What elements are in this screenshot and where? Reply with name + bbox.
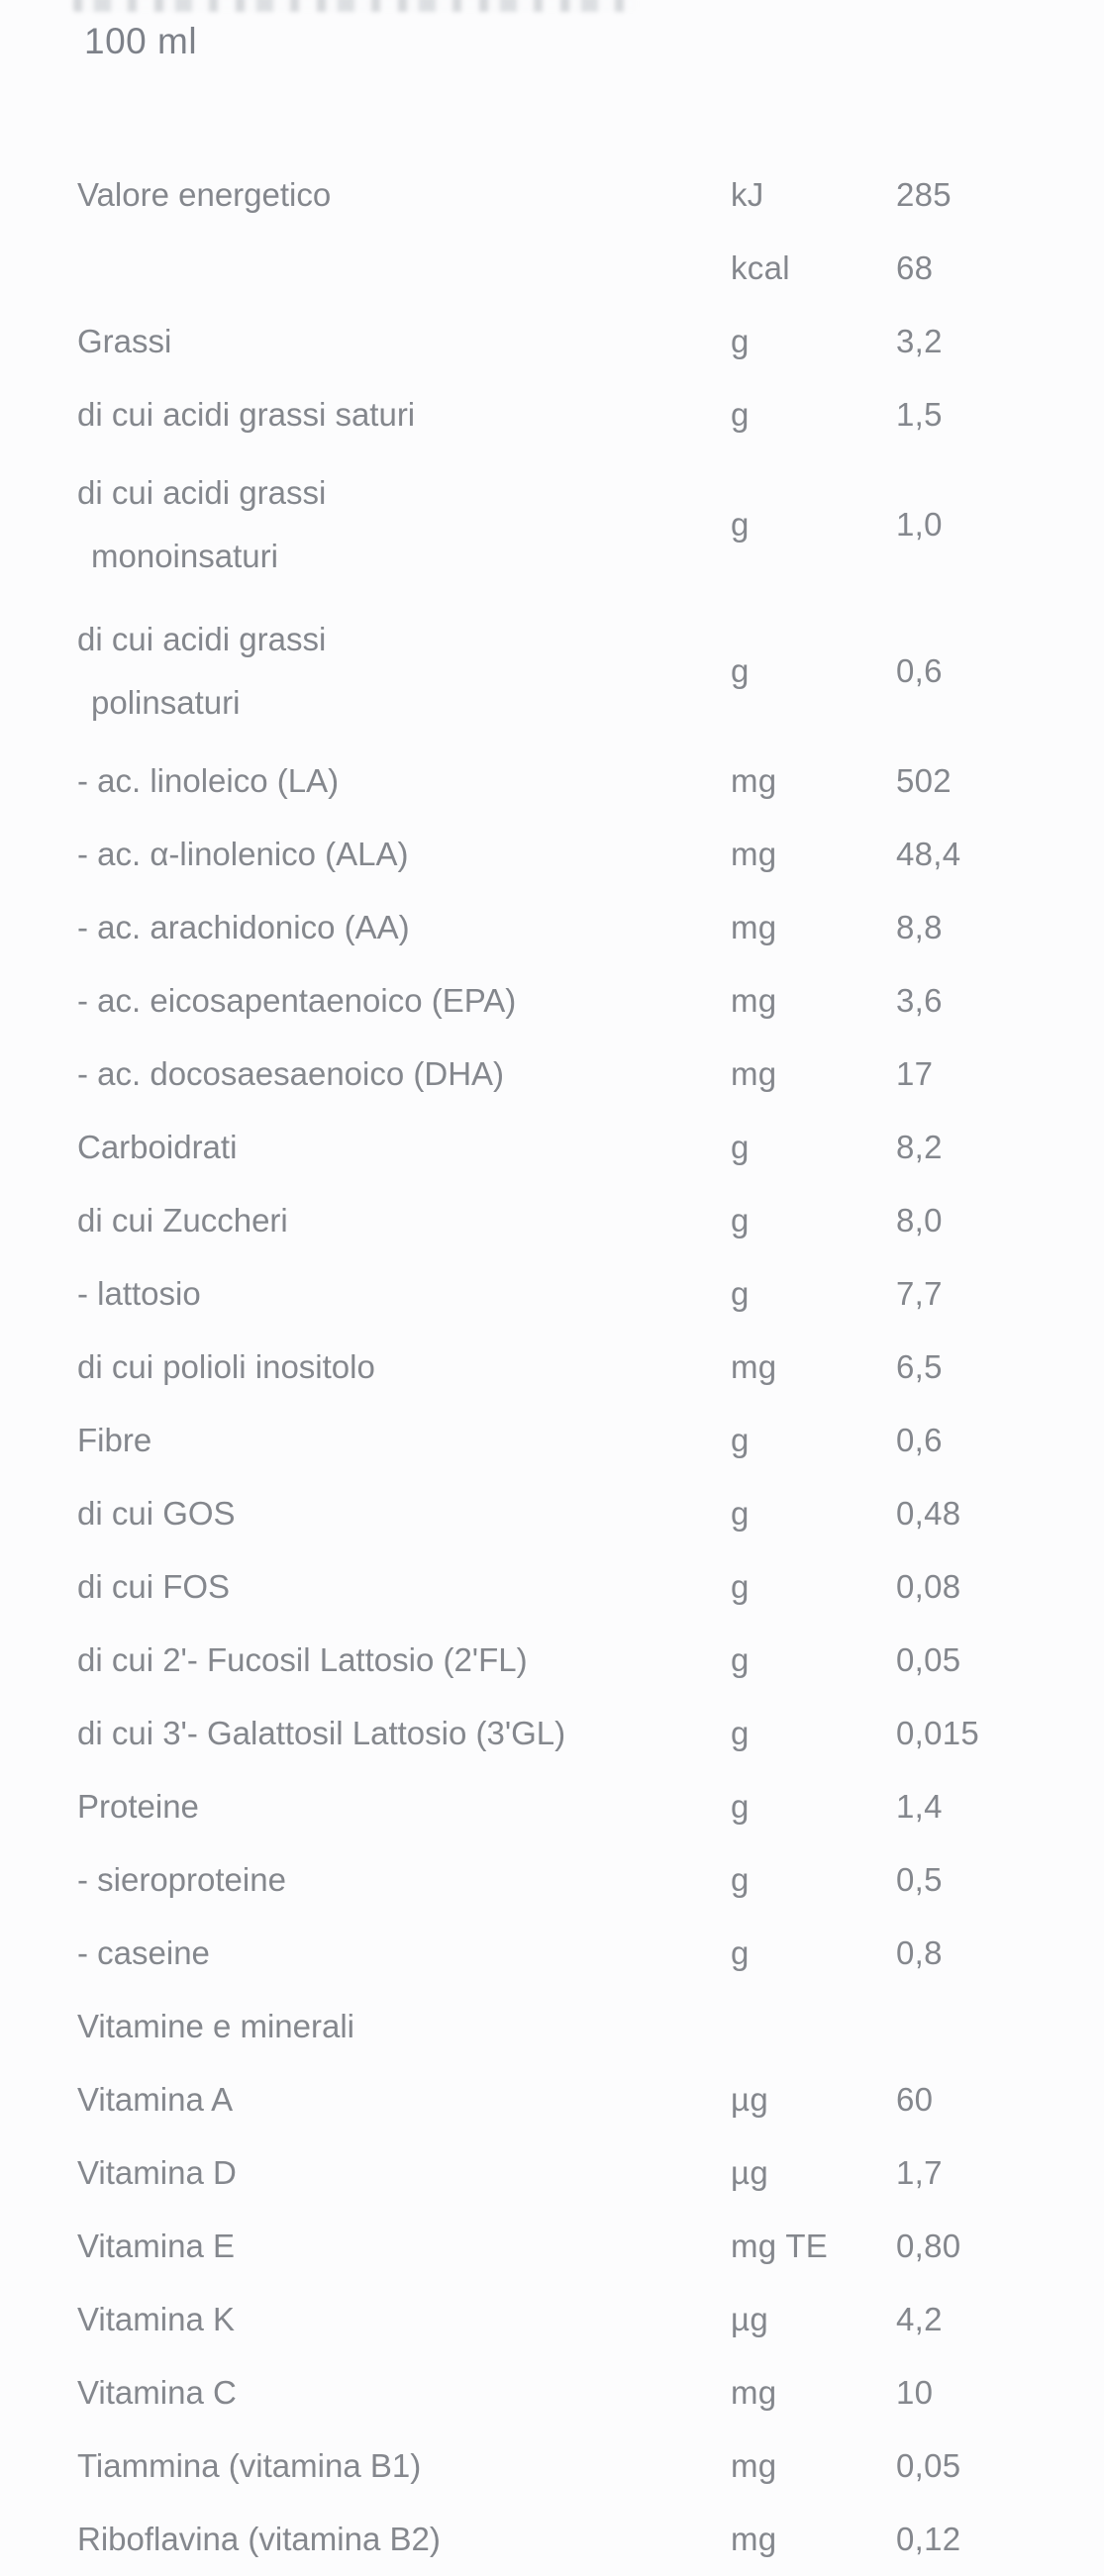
nutrient-value: 4,2	[896, 2301, 943, 2337]
nutrient-label: Riboflavina (vitamina B2)	[77, 2521, 441, 2557]
table-row	[77, 1917, 1104, 1990]
nutrient-value: 0,05	[896, 1641, 961, 1678]
nutrient-label: di cui 2'- Fucosil Lattosio (2'FL)	[77, 1641, 528, 1678]
nutrient-unit: g	[731, 1129, 750, 1165]
nutrient-unit: mg	[731, 2521, 777, 2557]
table-row	[77, 598, 1104, 744]
nutrient-label: - ac. eicosapentaenoico (EPA)	[77, 982, 517, 1019]
nutrient-label: Tiammina (vitamina B1)	[77, 2447, 422, 2484]
table-row	[77, 2063, 1104, 2136]
nutrient-value: 60	[896, 2081, 934, 2118]
table-row	[77, 891, 1104, 964]
nutrient-value: 3,2	[896, 323, 943, 359]
nutrient-unit: µg	[731, 2154, 768, 2191]
nutrient-unit: g	[731, 1641, 750, 1678]
nutrient-label: Vitamina C	[77, 2374, 237, 2411]
nutrient-value: 0,6	[896, 1422, 943, 1458]
table-row	[77, 1257, 1104, 1331]
nutrient-unit: mg	[731, 1348, 777, 1385]
table-row	[77, 305, 1104, 378]
nutrient-label: - ac. linoleico (LA)	[77, 762, 340, 799]
table-row	[77, 818, 1104, 891]
nutrient-label: Vitamina A	[77, 2081, 234, 2118]
nutrient-value: 502	[896, 762, 952, 799]
nutrient-value: 8,8	[896, 909, 943, 945]
table-row	[77, 451, 1104, 598]
table-row	[77, 1111, 1104, 1184]
nutrient-label: Fibre	[77, 1422, 152, 1458]
nutrient-value: 0,12	[896, 2521, 961, 2557]
table-row	[77, 2283, 1104, 2356]
nutrient-unit: g	[731, 1788, 750, 1825]
table-row	[77, 232, 1104, 305]
nutrient-label: Carboidrati	[77, 1129, 238, 1165]
nutrient-label: Grassi	[77, 323, 172, 359]
nutrient-label: di cui 3'- Galattosil Lattosio (3'GL)	[77, 1715, 566, 1751]
nutrient-value: 0,5	[896, 1861, 943, 1898]
table-row	[77, 1331, 1104, 1404]
nutrient-unit: g	[731, 1715, 750, 1751]
nutrient-label-line2: monoinsaturi	[91, 538, 278, 574]
nutrition-table	[0, 158, 1104, 2576]
nutrient-unit: g	[731, 1568, 750, 1605]
nutrient-unit: kcal	[731, 249, 790, 286]
nutrient-value: 0,05	[896, 2447, 961, 2484]
nutrient-value: 7,7	[896, 1275, 943, 1312]
table-row	[77, 2429, 1104, 2503]
nutrient-value: 10	[896, 2374, 934, 2411]
nutrient-value: 1,0	[896, 506, 943, 543]
nutrient-value: 17	[896, 1055, 934, 1092]
nutrient-unit: mg	[731, 762, 777, 799]
nutrient-unit: mg	[731, 909, 777, 945]
table-row	[77, 2210, 1104, 2283]
nutrient-value: 0,8	[896, 1934, 943, 1971]
nutrient-unit: mg	[731, 2447, 777, 2484]
nutrient-unit: mg	[731, 1055, 777, 1092]
nutrient-unit: kJ	[731, 176, 764, 213]
table-row	[77, 2503, 1104, 2576]
nutrient-value: 0,6	[896, 652, 943, 689]
nutrient-label-line1: di cui acidi grassi	[77, 621, 327, 657]
nutrient-label: Vitamina D	[77, 2154, 237, 2191]
nutrient-unit: g	[731, 1202, 750, 1238]
nutrient-unit: mg	[731, 982, 777, 1019]
nutrient-value: 6,5	[896, 1348, 943, 1385]
table-row	[77, 964, 1104, 1038]
table-row	[77, 1624, 1104, 1697]
serving-size-label: 100 ml	[84, 21, 198, 61]
table-row	[77, 378, 1104, 451]
table-row	[77, 1038, 1104, 1111]
nutrient-label-line2: polinsaturi	[91, 684, 241, 721]
nutrient-value: 0,80	[896, 2228, 961, 2264]
nutrient-value: 48,4	[896, 836, 961, 872]
nutrient-label: - ac. docosaesaenoico (DHA)	[77, 1055, 505, 1092]
table-row	[77, 1184, 1104, 1257]
nutrient-label: - lattosio	[77, 1275, 201, 1312]
nutrient-unit: mg	[731, 2374, 777, 2411]
nutrient-unit: g	[731, 1934, 750, 1971]
nutrient-value: 8,0	[896, 1202, 943, 1238]
nutrient-unit: mg TE	[731, 2228, 829, 2264]
nutrient-unit: g	[731, 1422, 750, 1458]
nutrient-value: 0,08	[896, 1568, 961, 1605]
cropped-header-text-remnant	[73, 0, 638, 12]
nutrient-unit: mg	[731, 836, 777, 872]
nutrient-label: Vitamina K	[77, 2301, 235, 2337]
table-row	[77, 2356, 1104, 2429]
nutrient-label: - ac. arachidonico (AA)	[77, 909, 410, 945]
nutrient-label-line1: di cui acidi grassi	[77, 474, 327, 511]
nutrient-value: 8,2	[896, 1129, 943, 1165]
nutrient-value: 3,6	[896, 982, 943, 1019]
nutrient-value: 1,5	[896, 396, 943, 433]
nutrient-label: - caseine	[77, 1934, 210, 1971]
nutrient-label: Valore energetico	[77, 176, 332, 213]
nutrient-label	[77, 461, 731, 588]
nutrient-label: di cui Zuccheri	[77, 1202, 288, 1238]
nutrient-value: 1,4	[896, 1788, 943, 1825]
nutrient-label: - ac. α-linolenico (ALA)	[77, 836, 409, 872]
nutrient-unit: g	[731, 396, 750, 433]
nutrient-label	[77, 608, 731, 735]
nutrient-unit: g	[731, 1861, 750, 1898]
nutrient-unit: g	[731, 652, 750, 689]
nutrient-label: Vitamina E	[77, 2228, 235, 2264]
nutrient-label: - sieroproteine	[77, 1861, 286, 1898]
table-row	[77, 1697, 1104, 1770]
table-row	[77, 158, 1104, 232]
nutrient-label: Proteine	[77, 1788, 199, 1825]
nutrient-label: di cui GOS	[77, 1495, 236, 1532]
nutrient-unit: g	[731, 1495, 750, 1532]
nutrient-label: di cui FOS	[77, 1568, 231, 1605]
table-row	[77, 744, 1104, 818]
nutrient-value: 0,48	[896, 1495, 961, 1532]
nutrient-unit: g	[731, 1275, 750, 1312]
nutrient-unit: µg	[731, 2301, 768, 2337]
nutrient-value: 285	[896, 176, 952, 213]
table-row	[77, 1990, 1104, 2063]
table-row	[77, 1770, 1104, 1843]
nutrient-value: 0,015	[896, 1715, 980, 1751]
table-row	[77, 1550, 1104, 1624]
table-row	[77, 1477, 1104, 1550]
table-row	[77, 1404, 1104, 1477]
nutrient-value: 1,7	[896, 2154, 943, 2191]
nutrient-label: Vitamine e minerali	[77, 2008, 355, 2044]
nutrient-value: 68	[896, 249, 934, 286]
nutrient-label: di cui acidi grassi saturi	[77, 396, 416, 433]
nutrient-label: di cui polioli inositolo	[77, 1348, 375, 1385]
nutrient-unit: g	[731, 506, 750, 543]
table-row	[77, 2136, 1104, 2210]
table-row	[77, 1843, 1104, 1917]
nutrient-unit: g	[731, 323, 750, 359]
nutrient-unit: µg	[731, 2081, 768, 2118]
